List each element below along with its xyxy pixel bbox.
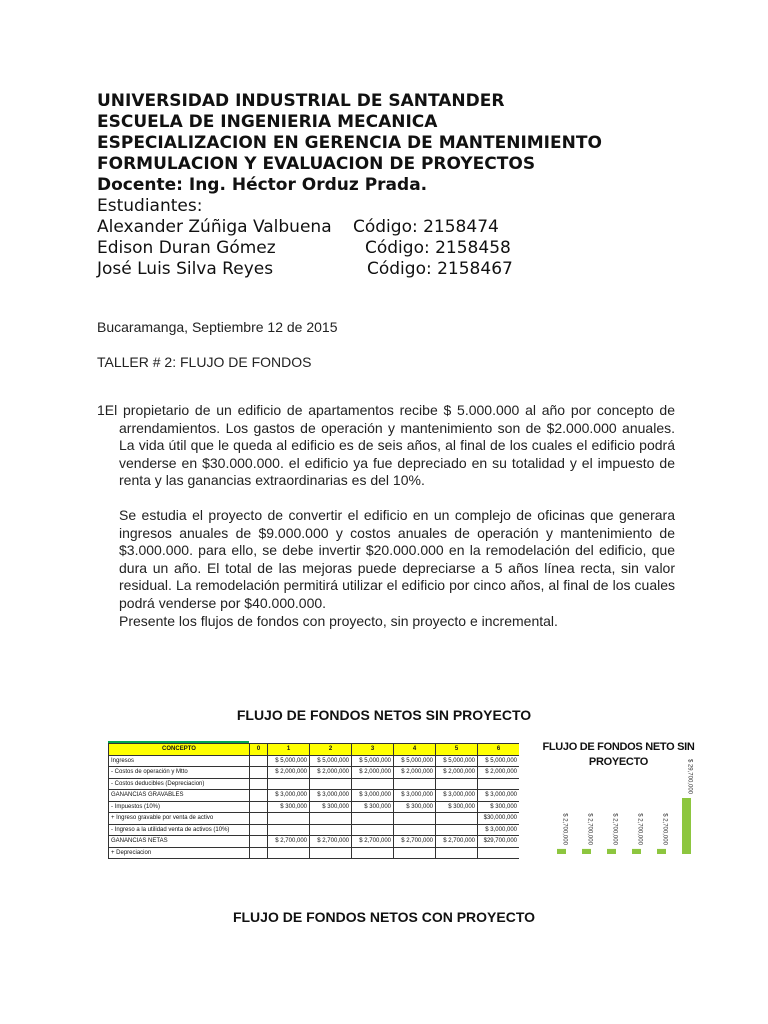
table-cell: [352, 813, 394, 825]
section-title-con-proyecto: FLUJO DE FONDOS NETOS CON PROYECTO: [232, 909, 536, 925]
table-header-period: 0: [250, 744, 268, 756]
table-cell: $ 3,000,000: [478, 790, 520, 802]
table-header-period: 3: [352, 744, 394, 756]
table-cell: [268, 813, 310, 825]
table-cell: [250, 813, 268, 825]
table-cell: $ 5,000,000: [394, 755, 436, 767]
student-row: [97, 217, 677, 238]
table-cell: [250, 790, 268, 802]
table-cell: [394, 778, 436, 790]
problem-paragraph-1: 1El propietario de un edificio de apartamentos recibe $ 5.000.000 al año por concepto de arrendamientos. Los gastos de operación y mantenimiento son de $2.000.000 anuales. La vida útil que le queda al edificio es de seis años, al final de los cuales el edificio podrá venderse en $30.000.000. el edificio ya fue depreciado en su totalidad y el impuesto de renta y las ganancias extraordinarias es del 10%.: [97, 402, 675, 489]
chart-bar: [582, 849, 591, 854]
table-row-label: + Depreciacion: [109, 847, 250, 859]
table-cell: $ 300,000: [394, 801, 436, 813]
table-header-period: 2: [310, 744, 352, 756]
table-cell: $ 2,700,000: [436, 836, 478, 848]
problem-statement: [97, 402, 675, 630]
table-header-row: [109, 744, 520, 756]
table-row: [109, 767, 520, 779]
table-cell: $ 2,000,000: [436, 767, 478, 779]
table-cell: [394, 824, 436, 836]
table-cell: $ 3,000,000: [310, 790, 352, 802]
table-row: [109, 778, 520, 790]
table-cell: $ 5,000,000: [436, 755, 478, 767]
table-row-label: - Costos deducibles (Depreciacion): [109, 778, 250, 790]
table-cell: [352, 778, 394, 790]
chart-bar: [632, 849, 641, 854]
chart-data-label: $ 2,700,000: [636, 813, 643, 845]
teacher-name: Docente: Ing. Héctor Orduz Prada.: [97, 175, 428, 195]
table-cell: $ 3,000,000: [352, 790, 394, 802]
chart-title: FLUJO DE FONDOS NETO SIN PROYECTO: [542, 741, 695, 768]
table-cell: $ 2,700,000: [352, 836, 394, 848]
table-cell: $ 2,000,000: [478, 767, 520, 779]
table-cell: $ 3,000,000: [478, 824, 520, 836]
table-cell: [436, 824, 478, 836]
table-cell: $ 2,000,000: [268, 767, 310, 779]
table-row: [109, 813, 520, 825]
cash-flow-table: [108, 743, 519, 859]
student-code: Código: 2158458: [365, 238, 511, 258]
student-row: [97, 238, 677, 259]
table-row-label: GANANCIAS NETAS: [109, 836, 250, 848]
table-cell: [310, 824, 352, 836]
section-title-sin-proyecto: FLUJO DE FONDOS NETOS SIN PROYECTO: [236, 707, 532, 723]
chart-bar: [682, 798, 691, 854]
table-cell: [250, 767, 268, 779]
problem-paragraph-3: Presente los flujos de fondos con proyecto, sin proyecto e incremental.: [119, 612, 558, 629]
table-cell: $ 2,000,000: [310, 767, 352, 779]
table-cell: [250, 778, 268, 790]
cash-flow-table-wrapper: [108, 741, 519, 859]
table-cell: $ 2,700,000: [310, 836, 352, 848]
workshop-title: TALLER # 2: FLUJO DE FONDOS: [97, 354, 312, 370]
specialization-name: ESPECIALIZACION EN GERENCIA DE MANTENIMIENTO: [97, 133, 602, 153]
table-cell: [268, 824, 310, 836]
student-code: Código: 2158467: [367, 259, 513, 279]
table-row-label: - Ingreso a la utilidad venta de activos (10%): [109, 824, 250, 836]
table-cell: [478, 778, 520, 790]
table-cell: [436, 778, 478, 790]
place-date: Bucaramanga, Septiembre 12 de 2015: [97, 319, 338, 335]
table-cell: $ 5,000,000: [352, 755, 394, 767]
table-cell: $29,700,000: [478, 836, 520, 848]
table-cell: [250, 755, 268, 767]
table-cell: $ 2,700,000: [394, 836, 436, 848]
problem-paragraph-2: Se estudia el proyecto de convertir el edificio en un complejo de oficinas que generara ingresos anuales de $9.000.000 y costos anuales de operación y mantenimiento de $3.000.000. para ello, se debe invertir $20.000.000 en la remodelación del edificio, que dura un año. El total de las mejoras puede depreciarse a 5 años línea recta, sin valor residual. La remodelación permitirá utilizar el edificio por cinco años, al final de los cuales podrá venderse por $40.000.000.: [119, 506, 675, 611]
table-cell: [352, 847, 394, 859]
table-cell: [250, 824, 268, 836]
student-code: Código: 2158474: [353, 217, 499, 237]
student-name: Edison Duran Gómez: [97, 238, 276, 258]
table-row-label: - Impuestos (10%): [109, 801, 250, 813]
student-name: José Luis Silva Reyes: [97, 259, 274, 279]
net-flow-chart: [527, 738, 710, 858]
table-cell: $ 5,000,000: [478, 755, 520, 767]
table-cell: $ 2,700,000: [268, 836, 310, 848]
table-row: [109, 790, 520, 802]
table-header-period: 5: [436, 744, 478, 756]
school-name: ESCUELA DE INGENIERIA MECANICA: [97, 112, 438, 132]
table-cell: $ 3,000,000: [436, 790, 478, 802]
chart-data-label: $ 29,700,000: [686, 758, 693, 794]
table-cell: $ 300,000: [436, 801, 478, 813]
chart-bar: [557, 849, 566, 854]
table-cell: [394, 847, 436, 859]
table-cell: $ 5,000,000: [310, 755, 352, 767]
table-cell: $ 2,000,000: [352, 767, 394, 779]
table-row-label: + Ingreso gravable por venta de activo: [109, 813, 250, 825]
table-cell: [250, 801, 268, 813]
table-row: [109, 836, 520, 848]
table-cell: $ 300,000: [268, 801, 310, 813]
table-row: [109, 824, 520, 836]
table-cell: $ 300,000: [352, 801, 394, 813]
table-cell: $ 300,000: [310, 801, 352, 813]
table-row: [109, 801, 520, 813]
table-row-label: - Costos de operación y Mtto: [109, 767, 250, 779]
table-cell: $30,000,000: [478, 813, 520, 825]
course-name: FORMULACION Y EVALUACION DE PROYECTOS: [97, 154, 536, 174]
student-row: [97, 259, 677, 280]
chart-data-label: $ 2,700,000: [561, 813, 568, 845]
table-cell: [352, 824, 394, 836]
table-cell: $ 5,000,000: [268, 755, 310, 767]
students-heading: Estudiantes:: [97, 196, 203, 216]
table-row-label: Ingresos: [109, 755, 250, 767]
table-cell: [268, 778, 310, 790]
table-header-period: 6: [478, 744, 520, 756]
student-name: Alexander Zúñiga Valbuena: [97, 217, 332, 237]
table-cell: [394, 813, 436, 825]
chart-data-label: $ 2,700,000: [586, 813, 593, 845]
table-cell: [310, 778, 352, 790]
table-cell: [478, 847, 520, 859]
chart-bar: [607, 849, 616, 854]
table-cell: [310, 847, 352, 859]
chart-bar: [657, 849, 666, 854]
table-row-label: GANANCIAS GRAVABLES: [109, 790, 250, 802]
university-name: UNIVERSIDAD INDUSTRIAL DE SANTANDER: [97, 91, 505, 111]
table-cell: [436, 813, 478, 825]
table-cell: [250, 836, 268, 848]
table-header-concept: CONCEPTO: [109, 744, 250, 756]
table-row: [109, 847, 520, 859]
table-cell: $ 2,000,000: [394, 767, 436, 779]
table-cell: $ 300,000: [478, 801, 520, 813]
table-cell: [268, 847, 310, 859]
table-cell: [436, 847, 478, 859]
table-cell: $ 3,000,000: [394, 790, 436, 802]
chart-data-label: $ 2,700,000: [611, 813, 618, 845]
table-row: [109, 755, 520, 767]
table-header-period: 1: [268, 744, 310, 756]
table-cell: $ 3,000,000: [268, 790, 310, 802]
chart-data-label: $ 2,700,000: [661, 813, 668, 845]
table-cell: [310, 813, 352, 825]
table-cell: [250, 847, 268, 859]
table-header-period: 4: [394, 744, 436, 756]
document-header: [97, 91, 677, 280]
